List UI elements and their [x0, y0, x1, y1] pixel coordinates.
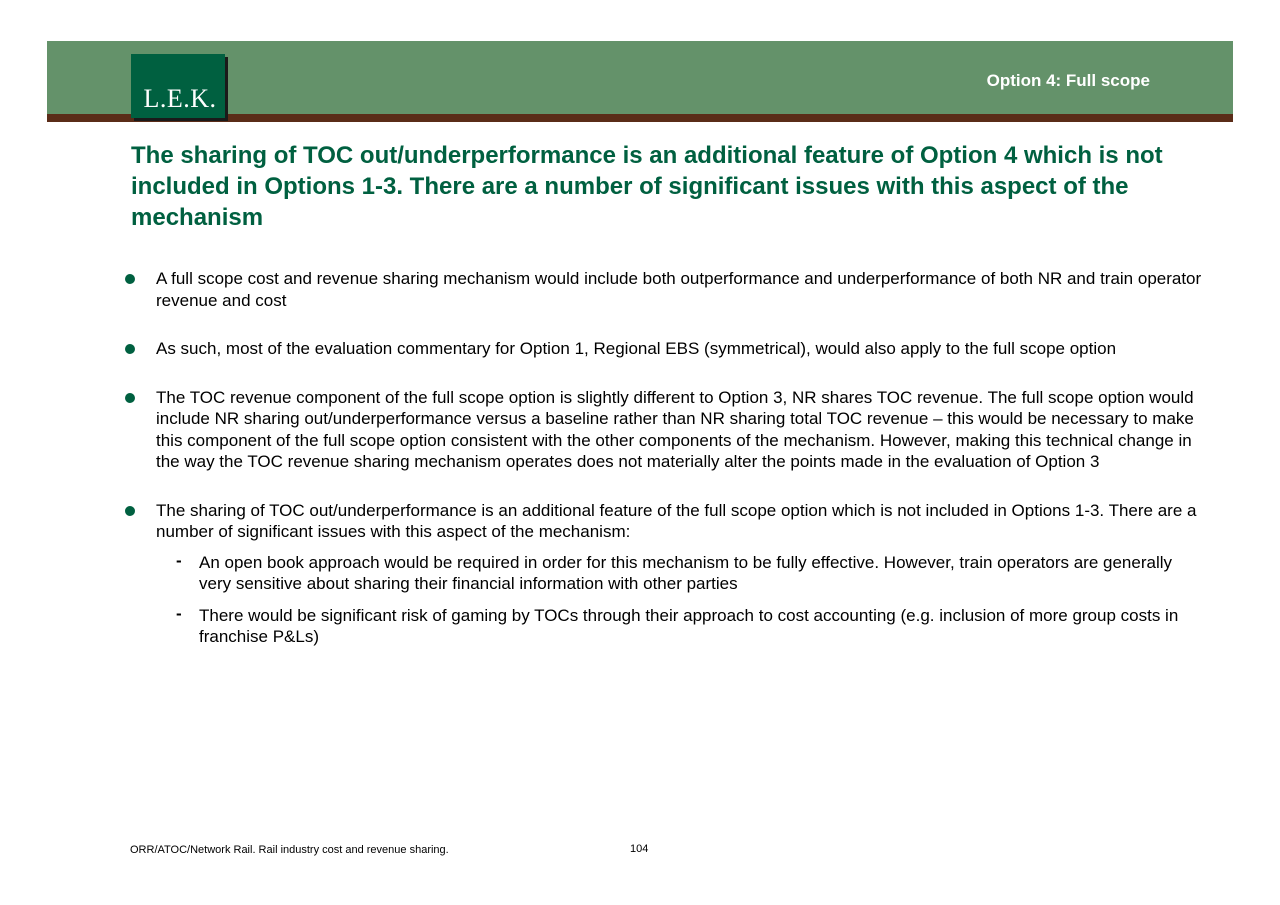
- bullet-dot-icon: [125, 274, 135, 284]
- lek-logo: [131, 54, 225, 118]
- section-label: Option 4: Full scope: [986, 71, 1150, 90]
- sub-bullet-item: [156, 605, 1202, 648]
- bullet-item: [122, 387, 1202, 473]
- sub-bullet-item: [156, 552, 1202, 595]
- bullet-dot-icon: [125, 393, 135, 403]
- footer-source: ORR/ATOC/Network Rail. Rail industry cost and revenue sharing.: [130, 844, 449, 856]
- bullet-text: As such, most of the evaluation commentary for Option 1, Regional EBS (symmetrical), would also apply to the full scope option: [156, 339, 1117, 358]
- bullet-text: The TOC revenue component of the full scope option is slightly different to Option 3, NR shares TOC revenue. The full scope option would include NR sharing out/underperformance versus a baseline rather than NR sharing total TOC revenue – this would be necessary to make this component of the full scope option consistent with the other components of the mechanism. However, making this technical change in the way the TOC revenue sharing mechanism operates does not materially alter the points made in the evaluation of Option 3: [156, 387, 1194, 471]
- page-number: 104: [630, 843, 649, 855]
- bullet-item: [122, 268, 1202, 311]
- bullet-dot-icon: [125, 344, 135, 354]
- bullet-text: The sharing of TOC out/underperformance is an additional feature of the full scope option which is not included in Options 1-3. There are a number of significant issues with this aspect of the mechanism:: [156, 500, 1197, 541]
- dash-icon: -: [176, 550, 182, 570]
- bullet-item: [122, 338, 1202, 360]
- sub-bullet-list: [156, 552, 1202, 648]
- sub-bullet-text: There would be significant risk of gaming by TOCs through their approach to cost accounting (e.g. inclusion of more group costs in franchise P&Ls): [199, 605, 1179, 646]
- bullet-item: [122, 500, 1202, 648]
- bullet-text: A full scope cost and revenue sharing mechanism would include both outperformance and underperformance of both NR and train operator revenue and cost: [156, 269, 1202, 310]
- bullet-dot-icon: [125, 506, 135, 516]
- sub-bullet-text: An open book approach would be required in order for this mechanism to be fully effective. However, train operators are generally very sensitive about sharing their financial information with other parties: [199, 552, 1173, 593]
- logo-text: L.E.K.: [143, 84, 217, 113]
- slide-title: The sharing of TOC out/underperformance is an additional feature of Option 4 which is not included in Options 1-3. There are a number of significant issues with this aspect of the mechanism: [131, 142, 1163, 231]
- dash-icon: -: [176, 603, 182, 623]
- bullet-list: [122, 268, 1202, 675]
